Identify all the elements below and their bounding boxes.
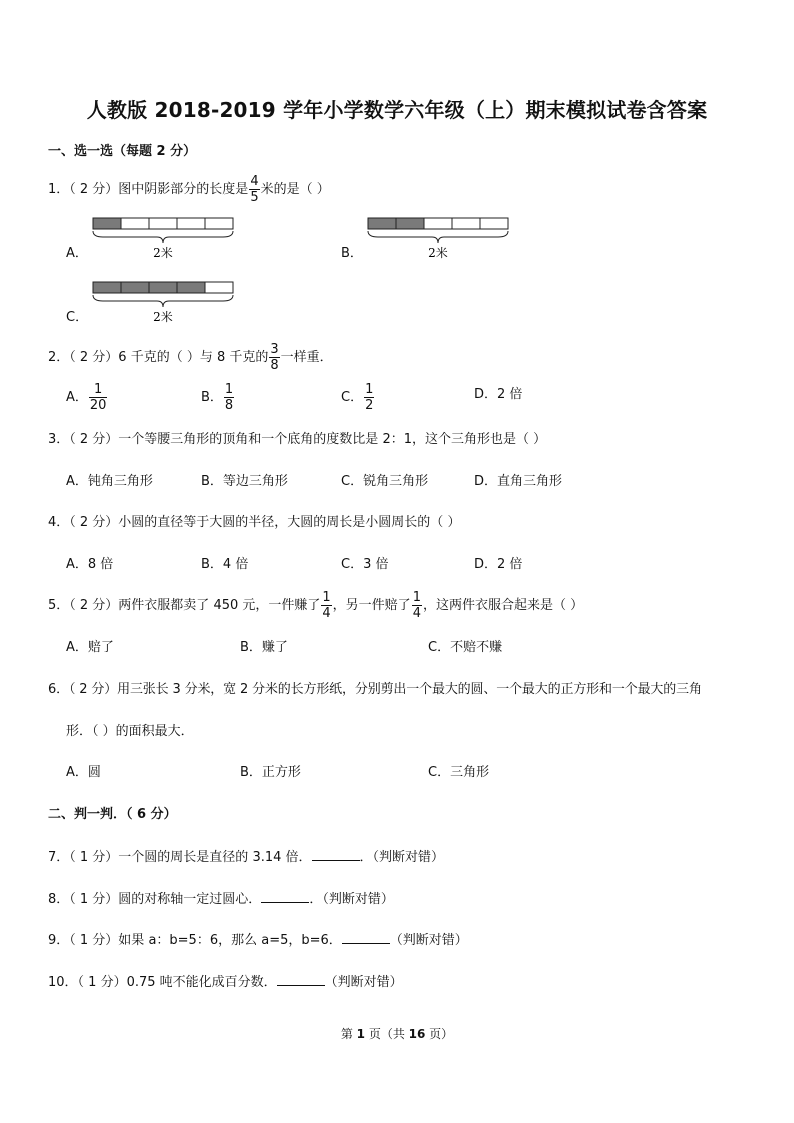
q2-b-den: 8	[224, 398, 234, 413]
q4-option-d: D．2 倍	[474, 557, 523, 572]
shaded-segment	[121, 282, 149, 293]
q5-stem-a: 5．（ 2 分）两件衣服都卖了 450 元，一件赚了	[48, 598, 321, 613]
shaded-segment	[93, 282, 121, 293]
q1-frac-num: 4	[250, 174, 259, 189]
q3-option-a: A．钝角三角形	[66, 474, 153, 489]
q2-b-fraction	[224, 382, 234, 413]
q1-option-b-label: B．	[341, 246, 363, 261]
shaded-segment	[368, 218, 396, 229]
footer-page-number: 1	[356, 1027, 365, 1041]
q5-option-b: B．赚了	[240, 640, 288, 655]
empty-segment	[121, 218, 149, 229]
q5-option-a: A．赔了	[66, 640, 114, 655]
q2-a-fraction	[89, 382, 108, 413]
empty-segment	[452, 218, 480, 229]
q2-frac-num: 3	[270, 342, 279, 357]
q10-stem: 10．（ 1 分）0.75 吨不能化成百分数．	[48, 975, 277, 990]
q8-stem: 8．（ 1 分）圆的对称轴一定过圆心．	[48, 892, 262, 907]
q1-option-a-label: A．	[66, 246, 88, 261]
bar-length-label: 2米	[153, 310, 173, 324]
q10-answer-blank[interactable]	[277, 972, 325, 986]
question-2	[48, 340, 333, 376]
page-footer	[0, 1025, 794, 1043]
q2-a-den: 20	[89, 398, 107, 413]
q1-frac-den: 5	[250, 190, 259, 205]
q7-tail: ．（判断对错）	[359, 850, 445, 865]
question-6-line-1: 6．（ 2 分）用三张长 3 分米，宽 2 分米的长方形纸，分别剪出一个最大的圆、一个最大的正方形和一个最大的三角	[48, 682, 702, 697]
empty-segment	[205, 218, 233, 229]
question-1	[48, 172, 330, 208]
shaded-segment	[93, 218, 121, 229]
shaded-segment	[149, 282, 177, 293]
q10-tail: （判断对错）	[324, 975, 403, 990]
q2-stem-b: 一样重．	[280, 350, 333, 365]
q5-frac2-den: 4	[412, 606, 421, 621]
question-6-line-2: 形．（ ）的面积最大．	[66, 724, 194, 739]
q1-stem-a: 1．（ 2 分）图中阴影部分的长度是	[48, 182, 249, 197]
q2-option-c	[341, 380, 375, 416]
q3-option-c: C．锐角三角形	[341, 474, 429, 489]
q2-b-label: B．	[201, 390, 223, 405]
q2-c-num: 1	[365, 382, 374, 397]
shaded-segment	[396, 218, 424, 229]
q9-tail: （判断对错）	[389, 933, 468, 948]
question-8	[48, 889, 394, 909]
q5-fraction-2	[412, 590, 422, 621]
question-5	[48, 588, 583, 624]
q2-option-a	[66, 380, 108, 416]
q2-c-label: C．	[341, 390, 364, 405]
q3-option-d: D．直角三角形	[474, 474, 563, 489]
q7-stem: 7．（ 1 分）一个圆的周长是直径的 3.14 倍．	[48, 850, 312, 865]
q2-frac-den: 8	[270, 358, 279, 373]
q1-fraction	[249, 174, 259, 205]
q2-option-b	[201, 380, 235, 416]
bar-length-label: 2米	[428, 246, 448, 260]
page-title: 人教版 2018-2019 学年小学数学六年级（上）期末模拟试卷含答案	[86, 98, 708, 122]
q4-option-c: C．3 倍	[341, 557, 389, 572]
q9-stem: 9．（ 1 分）如果 a：b=5：6，那么 a=5，b=6．	[48, 933, 342, 948]
question-10	[48, 972, 403, 992]
q7-answer-blank[interactable]	[312, 847, 360, 861]
q1-figure-b	[365, 216, 511, 266]
q1-figure-a	[90, 216, 236, 266]
q2-option-d: D．2 倍	[474, 387, 523, 402]
empty-segment	[177, 218, 205, 229]
q2-a-num: 1	[89, 382, 108, 398]
q5-stem-b: ，另一件赔了	[332, 598, 411, 613]
empty-segment	[424, 218, 452, 229]
q3-option-b: B．等边三角形	[201, 474, 288, 489]
q5-frac2-num: 1	[412, 590, 421, 605]
q8-tail: ．（判断对错）	[309, 892, 394, 907]
q2-c-fraction	[364, 382, 374, 413]
q1-stem-b: 米的是（ ）	[260, 182, 330, 197]
q5-frac1-num: 1	[322, 590, 331, 605]
question-7	[48, 847, 444, 867]
q6-option-a: A．圆	[66, 765, 101, 780]
q5-fraction-1	[321, 590, 331, 621]
q4-option-a: A．8 倍	[66, 557, 114, 572]
section-1-heading: 一、选一选（每题 2 分）	[48, 144, 197, 159]
q2-a-label: A．	[66, 390, 88, 405]
q8-answer-blank[interactable]	[261, 889, 309, 903]
question-3: 3．（ 2 分）一个等腰三角形的顶角和一个底角的度数比是 2：1，这个三角形也是（ ）	[48, 432, 547, 447]
q2-b-num: 1	[224, 382, 234, 397]
bar-length-label: 2米	[153, 246, 173, 260]
footer-total-pages: 16	[408, 1027, 426, 1041]
q2-stem-a: 2．（ 2 分）6 千克的（ ）与 8 千克的	[48, 350, 269, 365]
brace	[93, 231, 233, 243]
q5-option-c: C．不赔不赚	[428, 640, 503, 655]
shaded-segment	[177, 282, 205, 293]
q4-option-b: B．4 倍	[201, 557, 249, 572]
empty-segment	[205, 282, 233, 293]
brace	[368, 231, 508, 243]
q1-figure-c	[90, 280, 236, 330]
q6-option-c: C．三角形	[428, 765, 490, 780]
footer-mid: 页（共	[365, 1027, 409, 1041]
question-9	[48, 930, 468, 950]
q9-answer-blank[interactable]	[342, 930, 390, 944]
q2-fraction	[269, 342, 279, 373]
q5-stem-c: ，这两件衣服合起来是（ ）	[422, 598, 584, 613]
q2-c-den: 2	[365, 398, 374, 413]
q5-frac1-den: 4	[322, 606, 331, 621]
footer-pre: 第	[340, 1027, 357, 1041]
question-4: 4．（ 2 分）小圆的直径等于大圆的半径，大圆的周长是小圆周长的（ ）	[48, 515, 461, 530]
empty-segment	[480, 218, 508, 229]
footer-post: 页）	[425, 1027, 454, 1041]
empty-segment	[149, 218, 177, 229]
section-2-heading: 二、判一判．（ 6 分）	[48, 807, 177, 822]
brace	[93, 295, 233, 307]
q1-option-c-label: C．	[66, 310, 89, 325]
q6-option-b: B．正方形	[240, 765, 301, 780]
